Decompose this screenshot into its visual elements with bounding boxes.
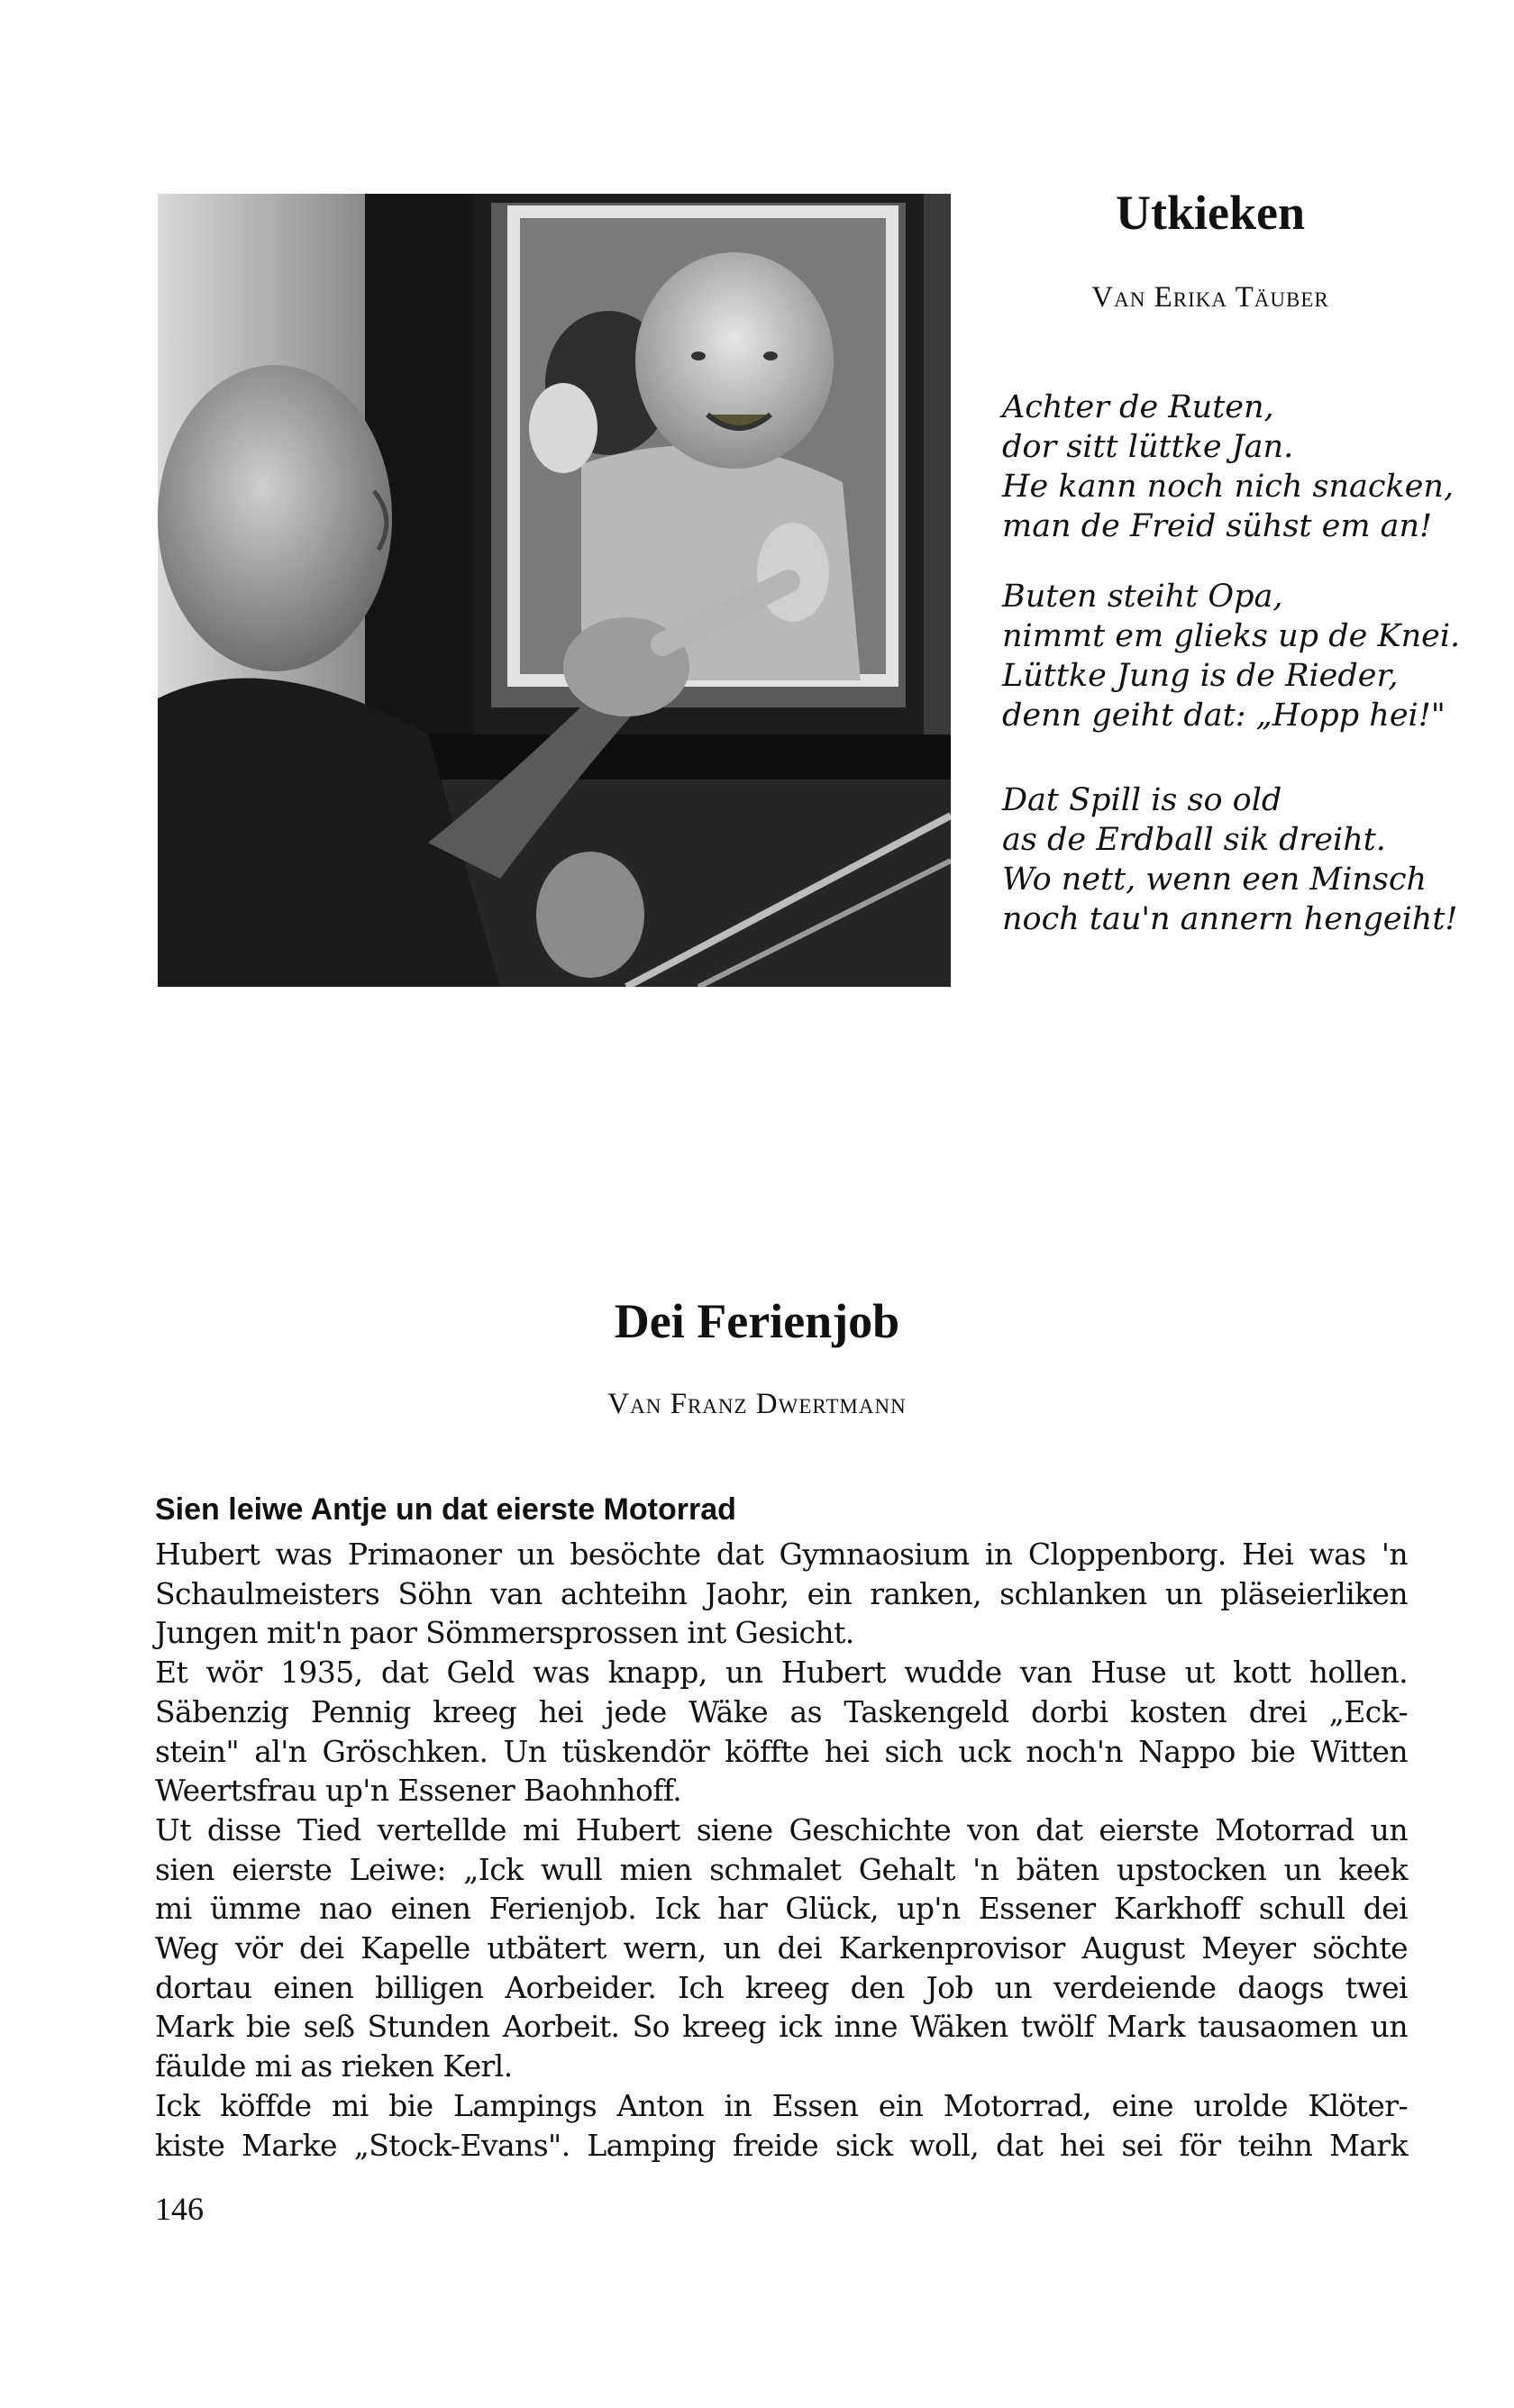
body-line: mi ümme nao einen Ferienjob. Ick har Glück, up'n Essener Karkhoff schull dei: [155, 1891, 1408, 1927]
poem-author: Van Erika Täuber: [1091, 281, 1329, 314]
body-line: fäulde mi as rieken Kerl.: [155, 2048, 513, 2084]
body-line: kiste Marke „Stock-Evans". Lamping freide sick woll, dat hei sei för teihn Mark: [155, 2127, 1408, 2163]
body-line: Mark bie seß Stunden Aorbeit. So kreeg ick inne Wäken twölf Mark tausaomen un: [155, 2009, 1408, 2045]
body-line: Ut disse Tied vertellde mi Hubert siene Geschichte von dat eierste Motorrad un: [155, 1811, 1408, 1847]
body-line: Ick köffde mi bie Lampings Anton in Essen ein Motorrad, eine urolde Klöter-: [155, 2087, 1408, 2123]
poem-line: Dat Spill is so old: [1002, 782, 1282, 818]
poem-line: denn geiht dat: „Hopp hei!": [1002, 698, 1446, 734]
body-line: Weertsfrau up'n Essener Baohnhoff.: [155, 1773, 682, 1809]
article-title: Dei Ferienjob: [614, 1294, 900, 1348]
poem-line: nimmt em glieks up de Knei.: [1002, 618, 1461, 654]
body-line: Schaulmeisters Söhn van achteihn Jaohr, ein ranken, schlanken un pläseierliken: [155, 1575, 1408, 1611]
body-line: Hubert was Primaoner un besöchte dat Gymnaosium in Cloppenborg. Hei was 'n: [155, 1537, 1408, 1572]
article-body: [155, 1535, 1408, 2165]
page-number: 146: [155, 2191, 204, 2227]
poem-line: Buten steiht Opa,: [1002, 579, 1283, 615]
body-line: Weg vör dei Kapelle utbätert wern, un dei Karkenprovisor August Meyer söchte: [155, 1930, 1408, 1966]
poem-line: as de Erdball sik dreiht.: [1002, 822, 1386, 858]
photo-grandfather-baby-window: [158, 194, 951, 987]
poem-line: dor sitt lüttke Jan.: [1002, 429, 1294, 465]
poem-line: noch tau'n annern hengeiht!: [1002, 901, 1458, 937]
poem-stanza-3: [1002, 780, 1507, 939]
body-line: sien eierste Leiwe: „Ick wull mien schmalet Gehalt 'n bäten upstocken un keek: [155, 1851, 1408, 1887]
body-line: Säbenzig Pennig kreeg hei jede Wäke as Taskengeld dorbi kosten drei „Eck-: [155, 1693, 1408, 1729]
poem-line: Achter de Ruten,: [1002, 389, 1274, 425]
poem-stanza-2: [1002, 577, 1507, 735]
body-line: Et wör 1935, dat Geld was knapp, un Hubert wudde van Huse ut kott hollen.: [155, 1655, 1408, 1691]
poem-line: Wo nett, wenn een Minsch: [1002, 862, 1427, 898]
poem-title: Utkieken: [1115, 186, 1305, 240]
poem-line: He kann noch nich snacken,: [1002, 469, 1455, 505]
article-author: Van Franz Dwertmann: [607, 1388, 907, 1420]
poem-stanza-1: [1002, 388, 1507, 546]
body-line: dortau einen billigen Aorbeider. Ich kreeg den Job un verdeiende daogs twei: [155, 1969, 1408, 2005]
poem-line: man de Freid sühst em an!: [1002, 508, 1433, 544]
body-line: Jungen mit'n paor Sömmersprossen int Gesicht.: [155, 1615, 854, 1651]
poem-line: Lüttke Jung is de Rieder,: [1002, 658, 1399, 694]
photo-illustration: [158, 194, 951, 987]
article-subheading: Sien leiwe Antje un dat eierste Motorrad: [155, 1492, 736, 1527]
body-line: stein" al'n Gröschken. Un tüskendör köffte hei sich uck noch'n Nappo bie Witten: [155, 1733, 1408, 1769]
